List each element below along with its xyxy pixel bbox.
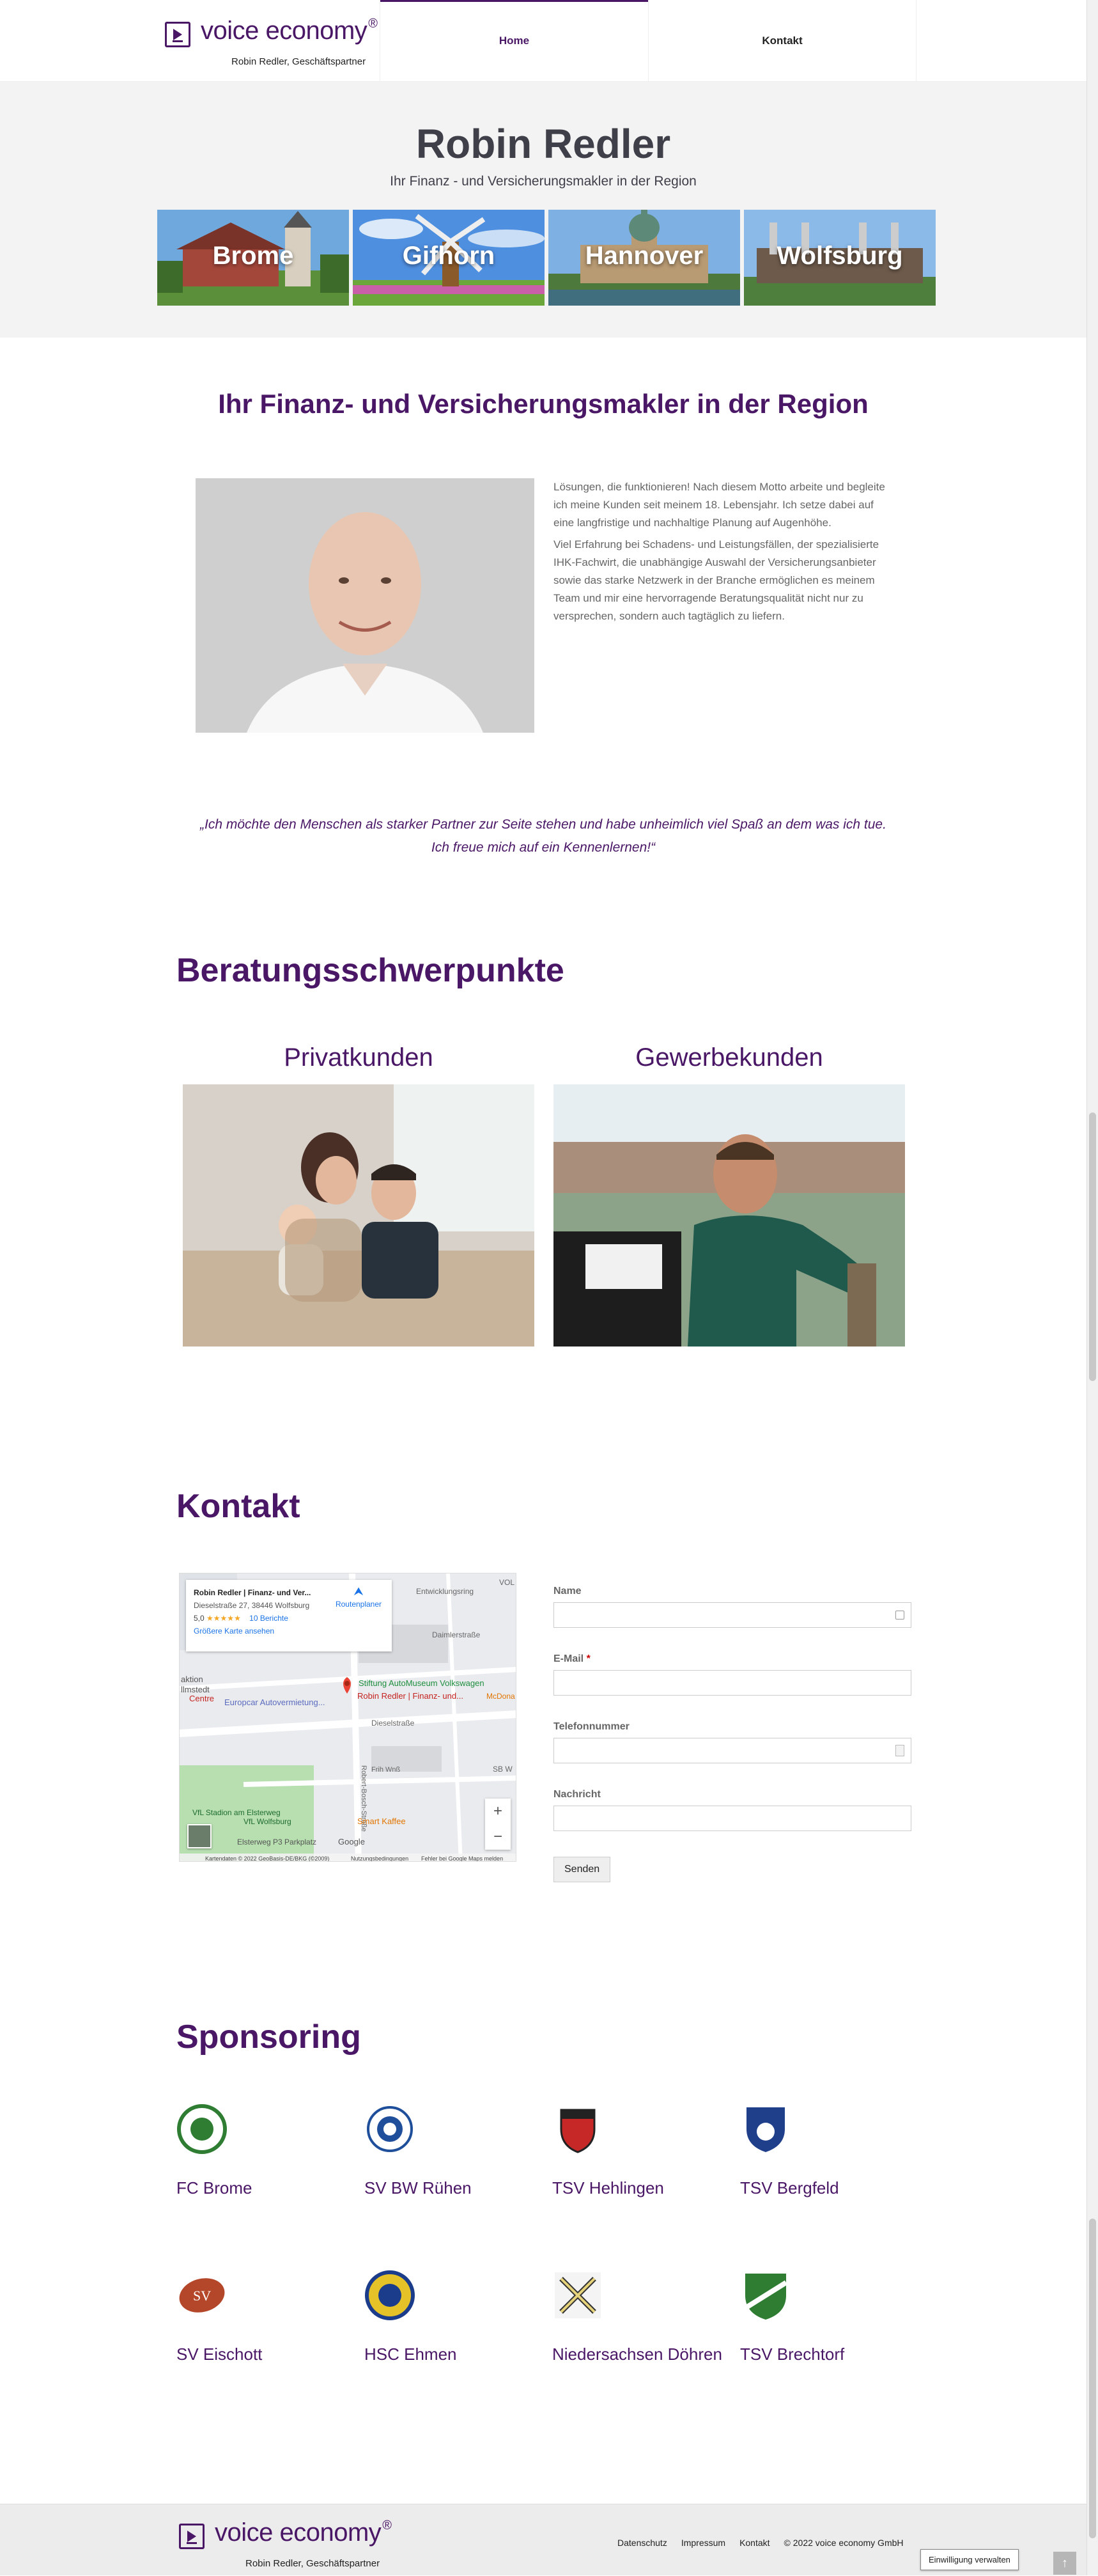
city-tile-hannover[interactable] [548, 210, 740, 306]
map-label: Daimlerstraße [432, 1630, 481, 1639]
zoom-out-icon[interactable]: − [493, 1828, 502, 1845]
map-label: llmstedt [181, 1685, 210, 1694]
brand-name: voice economy [201, 17, 367, 45]
brand-registered-mark: ® [382, 2518, 392, 2533]
city-label: Brome [212, 242, 294, 270]
map-label: Smart Kaffee [357, 1816, 406, 1826]
directions-icon: ⮝ [353, 1585, 364, 1598]
map-label: aktion [181, 1674, 203, 1684]
scroll-to-top-button[interactable] [1053, 2552, 1076, 2575]
sv-bw-ruehen-crest-icon [364, 2104, 415, 2155]
brand-name: voice economy [215, 2518, 382, 2547]
footer-link-kontakt[interactable]: Kontakt [739, 2538, 770, 2548]
city-tile-wolfsburg[interactable] [744, 210, 936, 306]
map-label: Elsterweg P3 Parkplatz [237, 1838, 317, 1846]
site-logo[interactable] [165, 17, 378, 74]
map-reviews-link[interactable]: 10 Berichte [249, 1614, 288, 1623]
intro-paragraph: Viel Erfahrung bei Schadens- und Leistungsfällen, der spezialisierte IHK-Fachwirt, die unabhängige Auswahl der Versicherungsanbieter sowie das starke Netzwerk in der Branche ermöglichen es meinem Team und mir eine hervorragende Beratungsqualität nicht nur zu versprechen, sondern auch tagtäglich zu liefern. [553, 538, 879, 622]
sponsor-item[interactable] [740, 2270, 919, 2365]
email-label: E-Mail [553, 1653, 584, 1664]
map-label: Entwicklungsring [416, 1587, 474, 1596]
scrollbar[interactable] [1086, 0, 1098, 2575]
city-label: Wolfsburg [777, 242, 903, 270]
beratung-heading: Beratungsschwerpunkte [176, 952, 564, 989]
phone-label: Telefonnummer [553, 1721, 630, 1732]
brand-registered-mark: ® [368, 17, 378, 31]
scrollbar-thumb[interactable] [1089, 1112, 1096, 1381]
portrait-image [196, 478, 534, 733]
map-label: Centre [189, 1694, 215, 1703]
map-label: Robert-Bosch-Straße [360, 1765, 367, 1832]
satellite-layer-toggle[interactable] [187, 1824, 212, 1848]
sponsor-name: FC Brome [176, 2178, 252, 2197]
consent-button[interactable]: Einwilligung verwalten [920, 2549, 1019, 2570]
email-input[interactable] [553, 1670, 911, 1696]
brand-subtitle: Robin Redler, Geschäftspartner [231, 56, 366, 67]
map-terms-link: Nutzungsbedingungen [351, 1855, 409, 1862]
quote-line: „Ich möchte den Menschen als starker Partner zur Seite stehen und habe unheimlich viel Spaß an dem was ich tue. [200, 817, 886, 832]
route-planner-button[interactable] [333, 1585, 384, 1611]
footer-link-datenschutz[interactable]: Datenschutz [617, 2538, 667, 2548]
site-header [0, 0, 1086, 82]
footer-logo[interactable] [179, 2518, 392, 2576]
city-label: Hannover [585, 242, 704, 270]
sponsor-name: HSC Ehmen [364, 2345, 457, 2364]
hero-title: Robin Redler [415, 121, 671, 167]
farmer-image [553, 1084, 905, 1347]
hero-tagline: Ihr Finanz - und Versicherungsmakler in der Region [390, 174, 697, 189]
privatkunden-image[interactable] [183, 1084, 534, 1347]
quote [0, 813, 1086, 859]
gewerbekunden-image[interactable] [553, 1084, 905, 1347]
footer-links [617, 2538, 904, 2548]
map-rating: 5,0 [194, 1614, 205, 1623]
sponsor-name: TSV Bergfeld [740, 2178, 839, 2197]
hero-section [0, 82, 1086, 338]
map-pin-label: Robin Redler | Finanz- und... [357, 1691, 463, 1701]
sponsor-name: TSV Brechtorf [740, 2345, 845, 2364]
intro-text [553, 478, 886, 625]
autofill-contact-icon [895, 1611, 904, 1620]
brand-subtitle: Robin Redler, Geschäftspartner [245, 2558, 380, 2569]
required-marker: * [586, 1653, 591, 1664]
map-label: VfL Stadion am Elsterweg [192, 1808, 281, 1817]
name-label: Name [553, 1586, 582, 1596]
fc-brome-crest-icon [176, 2104, 228, 2155]
map-address: Dieselstraße 27, 38446 Wolfsburg [194, 1601, 310, 1610]
footer-copyright: © 2022 voice economy GmbH [784, 2538, 904, 2548]
tsv-bergfeld-crest-icon [740, 2104, 791, 2155]
map-label: Stiftung AutoMuseum Volkswagen [359, 1678, 484, 1688]
message-input[interactable] [553, 1806, 911, 1831]
city-tiles [157, 210, 936, 306]
google-logo: Google [338, 1837, 365, 1846]
sponsor-name: TSV Hehlingen [552, 2178, 664, 2197]
contact-form [553, 1586, 911, 1882]
map-info-card [186, 1580, 392, 1651]
tsv-brechtorf-crest-icon [740, 2270, 791, 2321]
sponsor-item[interactable] [176, 2270, 355, 2365]
zoom-controls [485, 1799, 511, 1850]
arrow-up-icon: ↑ [1062, 2556, 1068, 2570]
city-tile-gifhorn[interactable] [353, 210, 545, 306]
intro-heading: Ihr Finanz- und Versicherungsmakler in der Region [218, 389, 869, 419]
sponsor-name: Niedersachsen Döhren [552, 2345, 722, 2364]
google-map[interactable] [179, 1573, 516, 1862]
nav-item-kontakt[interactable]: Kontakt [648, 0, 916, 82]
sponsoring-heading: Sponsoring [176, 2018, 361, 2056]
map-label: SB W [493, 1765, 513, 1774]
quote-line: Ich freue mich auf ein Kennenlernen!“ [431, 840, 656, 855]
message-label: Nachricht [553, 1789, 601, 1800]
family-image [183, 1084, 534, 1347]
kontakt-heading: Kontakt [176, 1488, 300, 1525]
name-input[interactable] [553, 1602, 911, 1628]
sponsor-item[interactable] [364, 2104, 543, 2199]
send-button[interactable]: Senden [553, 1857, 610, 1882]
map-larger-link[interactable]: Größere Karte ansehen [194, 1627, 275, 1635]
niedersachsen-doehren-crest-icon [552, 2270, 603, 2321]
scrollbar-thumb[interactable] [1089, 2219, 1096, 2538]
nav-item-home[interactable]: Home [380, 0, 648, 82]
route-planner-label: Routenplaner [335, 1600, 382, 1609]
map-label: VfL Wolfsburg [244, 1817, 291, 1826]
map-attribution: Kartendaten © 2022 GeoBasis-DE/BKG (©2009) [205, 1855, 330, 1862]
svg-text:SV: SV [193, 2288, 212, 2304]
sponsor-item[interactable] [364, 2270, 543, 2365]
privatkunden-title: Privatkunden [284, 1043, 433, 1072]
sponsor-name: SV BW Rühen [364, 2178, 472, 2197]
hsc-ehmen-crest-icon [364, 2270, 415, 2321]
footer-link-impressum[interactable]: Impressum [681, 2538, 726, 2548]
main-nav [380, 0, 916, 82]
map-place-name: Robin Redler | Finanz- und Ver... [194, 1588, 311, 1597]
person-portrait-icon [196, 478, 534, 733]
play-logo-icon [165, 22, 190, 47]
tsv-hehlingen-crest-icon [552, 2104, 603, 2155]
map-report-link: Fehler bei Google Maps melden [421, 1855, 504, 1862]
sponsor-name: SV Eischott [176, 2345, 263, 2364]
gewerbekunden-title: Gewerbekunden [635, 1043, 823, 1072]
number-spinner-icon[interactable] [895, 1745, 904, 1756]
sponsor-item[interactable] [552, 2104, 731, 2199]
star-rating-icon: ★★★★★ [206, 1614, 241, 1623]
map-label: Dieselstraße [371, 1719, 415, 1728]
map-label: VOL [499, 1578, 515, 1587]
sponsor-item[interactable] [740, 2104, 919, 2199]
city-label: Gifhorn [402, 242, 495, 270]
sponsor-item[interactable] [176, 2104, 355, 2199]
map-label: Europcar Autovermietung... [224, 1698, 325, 1707]
sv-eischott-crest-icon [176, 2270, 228, 2321]
intro-paragraph: Lösungen, die funktionieren! Nach diesem Motto arbeite und begleite ich meine Kunden seit meinem 18. Lebensjahr. Ich setze dabei auf eine langfristige und nachhaltige Planung auf Augenhöhe. [553, 481, 885, 529]
map-label: Frih Wnß [371, 1766, 401, 1774]
map-label: McDona [486, 1692, 515, 1701]
site-footer [0, 2504, 1086, 2575]
phone-input[interactable] [553, 1738, 911, 1763]
city-tile-brome[interactable] [157, 210, 349, 306]
sponsor-item[interactable] [552, 2270, 731, 2365]
play-logo-icon [179, 2524, 205, 2549]
zoom-in-icon[interactable]: + [493, 1802, 502, 1820]
